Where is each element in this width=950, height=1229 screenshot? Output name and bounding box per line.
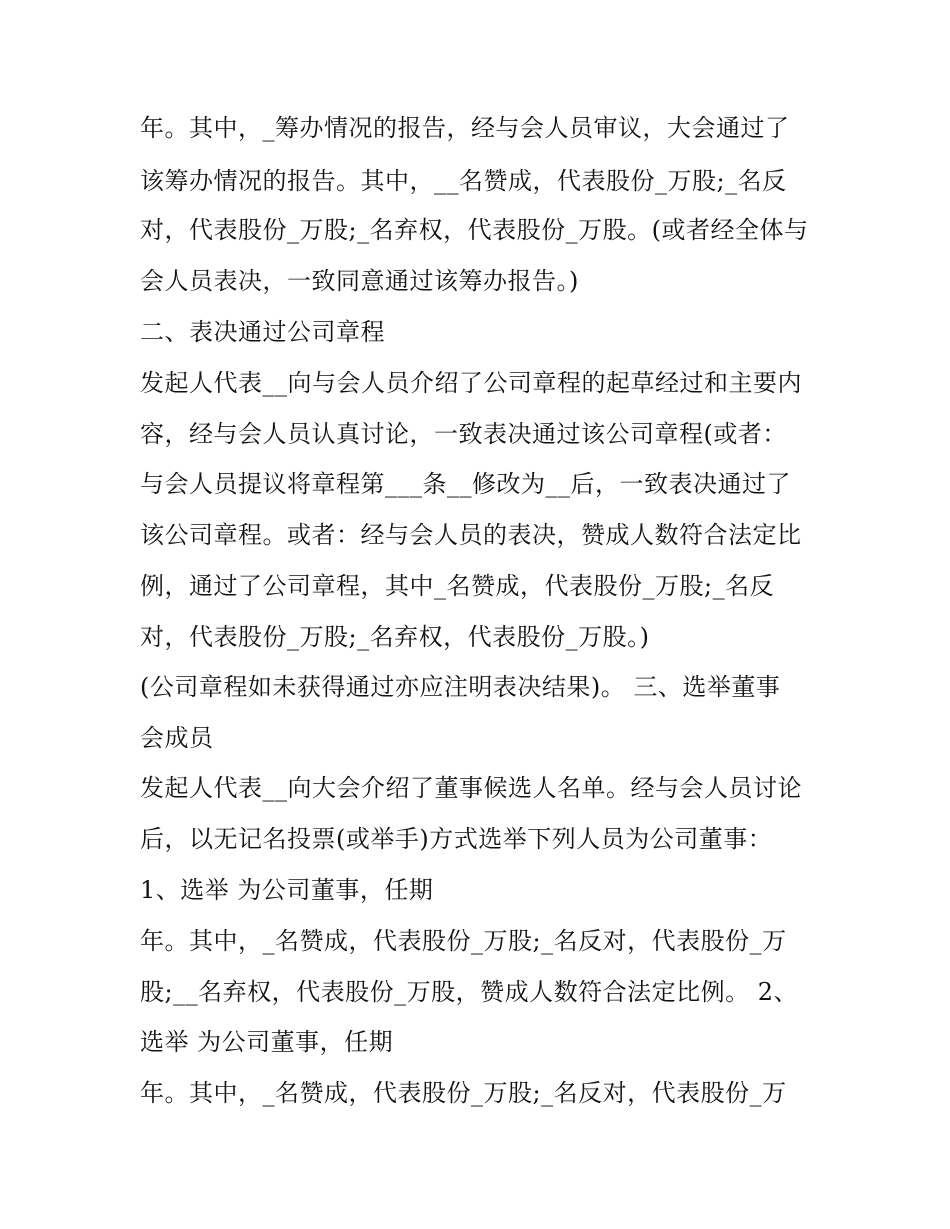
text-line: 发起人代表__向大会介绍了董事候选人名单。经与会人员讨论 bbox=[140, 774, 802, 802]
text-line: 年。其中，_筹办情况的报告，经与会人员审议，大会通过了 bbox=[140, 114, 790, 142]
text-line: 会人员表决，一致同意通过该筹办报告。) bbox=[140, 267, 579, 295]
section-heading: 二、表决通过公司章程 bbox=[140, 318, 385, 346]
text-line: 会成员 bbox=[140, 724, 214, 752]
text-line: 年。其中，_名赞成，代表股份_万股;_名反对，代表股份_万 bbox=[140, 927, 787, 955]
text-line: 对，代表股份_万股;_名弃权，代表股份_万股。) bbox=[140, 623, 650, 651]
text-line: 例，通过了公司章程，其中_名赞成，代表股份_万股;_名反 bbox=[140, 572, 775, 600]
text-line: 选举 为公司董事，任期 bbox=[140, 1028, 394, 1056]
text-line: 年。其中，_名赞成，代表股份_万股;_名反对，代表股份_万 bbox=[140, 1079, 787, 1107]
text-line: 股;__名弃权，代表股份_万股，赞成人数符合法定比例。 2、 bbox=[140, 978, 798, 1006]
text-line: 该公司章程。或者：经与会人员的表决，赞成人数符合法定比 bbox=[140, 521, 802, 549]
text-line: 容，经与会人员认真讨论，一致表决通过该公司章程(或者： bbox=[140, 420, 787, 448]
text-line: 1、选举 为公司董事，任期 bbox=[140, 876, 434, 904]
text-line: 对，代表股份_万股;_名弃权，代表股份_万股。(或者经全体与 bbox=[140, 216, 809, 244]
text-line: 后，以无记名投票(或举手)方式选举下列人员为公司董事： bbox=[140, 825, 773, 853]
text-line: 与会人员提议将章程第___条__修改为__后，一致表决通过了 bbox=[140, 470, 791, 498]
text-line: (公司章程如未获得通过亦应注明表决结果)。 三、选举董事 bbox=[140, 673, 781, 701]
text-line: 发起人代表__向与会人员介绍了公司章程的起草经过和主要内 bbox=[140, 369, 802, 397]
text-line: 该筹办情况的报告。其中，__名赞成，代表股份_万股;_名反 bbox=[140, 167, 787, 195]
